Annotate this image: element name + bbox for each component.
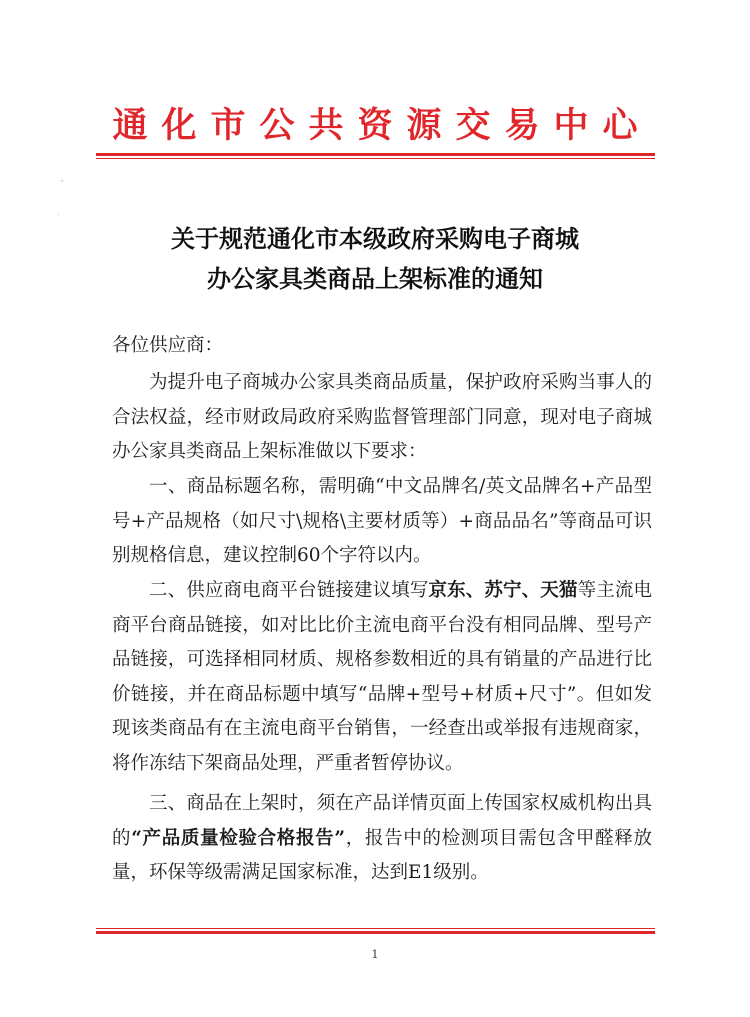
letterhead-rule-thin	[96, 158, 655, 159]
item-2-prefix: 二、供应商电商平台链接建议填写	[149, 580, 429, 601]
item-1-text: 一、商品标题名称，需明确“中文品牌名/英文品牌名+产品型号+产品规格（如尺寸\规格\主要材质等）+商品品名”等商品可识别规格信息，建议控制60个字符以内。	[112, 476, 652, 566]
page-number: 1	[371, 948, 379, 961]
item-2-platforms: 京东、苏宁、天猫	[428, 580, 578, 601]
scan-speck: ˙	[56, 214, 61, 224]
footer-rule-thick	[96, 931, 655, 934]
intro-paragraph	[112, 366, 652, 470]
footer-rule-thin	[96, 928, 655, 929]
scan-speck: ˆ	[60, 180, 65, 190]
notice-title-line-1: 关于规范通化市本级政府采购电子商城	[171, 224, 579, 253]
salutation: 各位供应商：	[112, 335, 224, 356]
notice-title-line-2: 办公家具类商品上架标准的通知	[207, 264, 543, 293]
item-3-report-name: “产品质量检验合格报告”	[131, 827, 346, 849]
item-1-paragraph	[112, 470, 652, 574]
letterhead-rule-thick	[96, 153, 655, 156]
letterhead-title: 通化市公共资源交易中心	[112, 105, 652, 146]
item-3-paragraph	[112, 787, 652, 891]
item-2-suffix: 等主流电商平台商品链接，如对比比价主流电商平台没有相同品牌、型号产品链接，可选择相同材质、规格参数相近的具有销量的产品进行比价链接，并在商品标题中填写“品牌+型号+材质+尺寸”。但如发现该类商品有在主流电商平台销售，一经查出或举报有违规商家，将作冻结下架商品处理，严重者暂停协议。	[112, 580, 652, 774]
item-3-prefix: 三、商品在上架时，须在产品详情页面上传国家权威机构出具的	[112, 793, 652, 849]
item-3-suffix: ，报告中的检测项目需包含甲醛释放量，环保等级需满足国家标准，达到E1级别。	[112, 827, 652, 883]
item-2-paragraph	[112, 574, 652, 781]
intro-text: 为提升电子商城办公家具类商品质量，保护政府采购当事人的合法权益，经市财政局政府采购监督管理部门同意，现对电子商城办公家具类商品上架标准做以下要求：	[112, 372, 652, 462]
